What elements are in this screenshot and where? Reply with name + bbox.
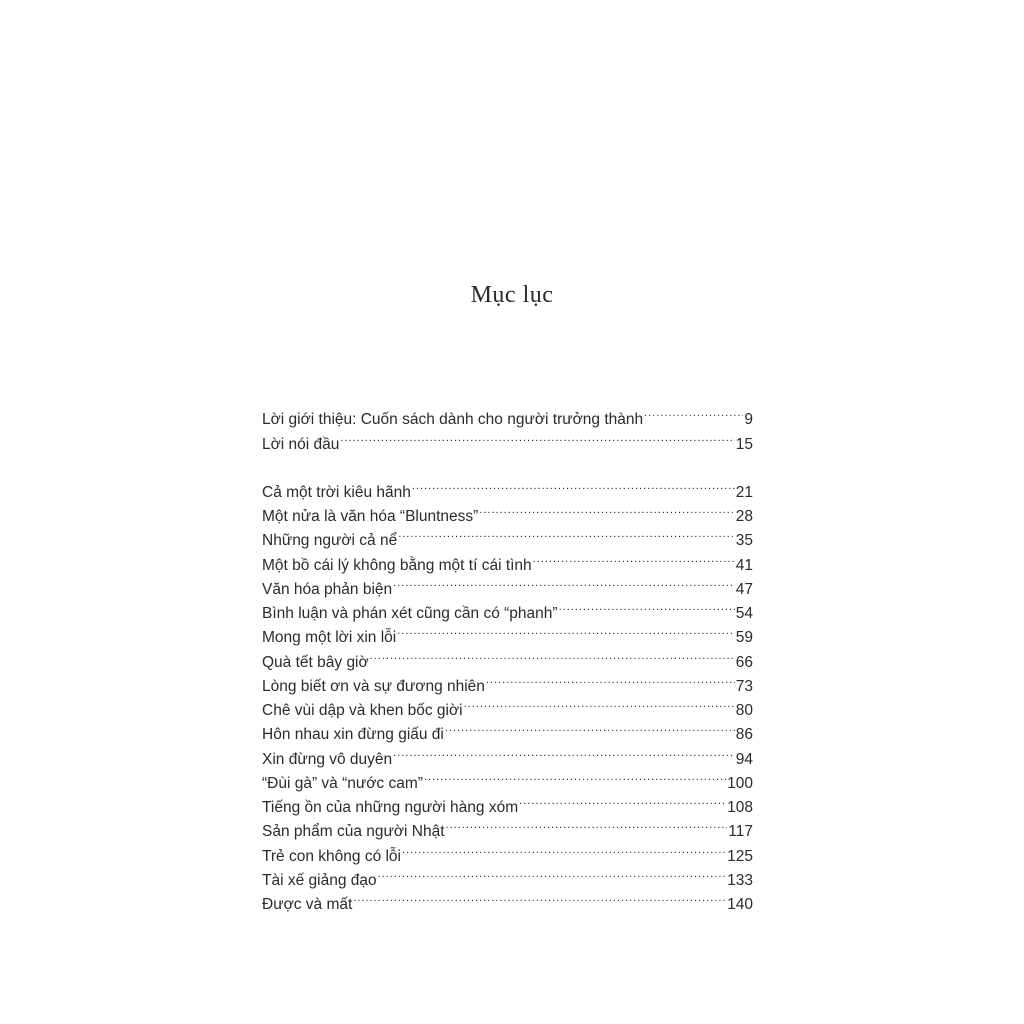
- table-of-contents: [262, 400, 753, 913]
- toc-entry-title: Tài xế giảng đạo: [262, 871, 377, 889]
- toc-entry-title: Những người cả nể: [262, 532, 398, 550]
- toc-leader-dots: [393, 739, 735, 763]
- toc-entry-title: Cả một trời kiêu hãnh: [262, 483, 411, 501]
- toc-entry-title: Sản phẩm của người Nhật: [262, 823, 445, 841]
- toc-entry-title: Quà tết bây giờ: [262, 653, 369, 671]
- toc-entry-page: 35: [735, 532, 753, 550]
- toc-entry-page: 86: [735, 726, 753, 744]
- front-matter-list: [262, 400, 753, 453]
- toc-leader-dots: [340, 424, 734, 448]
- toc-entry-page: 125: [727, 847, 753, 865]
- toc-leader-dots: [446, 812, 728, 836]
- toc-entry-title: Lời nói đầu: [262, 435, 340, 453]
- toc-entry-page: 80: [735, 702, 753, 719]
- toc-entry-title: Hôn nhau xin đừng giấu đi: [262, 726, 444, 744]
- toc-leader-dots: [424, 764, 726, 788]
- toc-leader-dots: [398, 521, 735, 545]
- toc-entry-title: Một nửa là văn hóa “Bluntness”: [262, 508, 479, 525]
- toc-entry-title: Bình luận và phán xét cũng cần có “phanh”: [262, 605, 558, 622]
- toc-leader-dots: [445, 715, 735, 739]
- toc-entry: [262, 473, 753, 501]
- toc-entry-title: Văn hóa phản biện: [262, 580, 393, 598]
- toc-entry-page: 59: [735, 629, 753, 647]
- toc-leader-dots: [397, 618, 735, 642]
- toc-entry-page: 73: [735, 677, 753, 695]
- toc-leader-dots: [519, 788, 726, 812]
- chapter-list: [262, 473, 753, 913]
- toc-entry-page: 47: [735, 580, 753, 598]
- toc-entry-title: Chê vùi dập và khen bốc giời: [262, 702, 463, 719]
- toc-entry-page: 28: [735, 508, 753, 525]
- toc-entry-title: Một bồ cái lý không bằng một tí cái tình: [262, 556, 532, 574]
- toc-leader-dots: [464, 691, 735, 715]
- toc-entry-page: 54: [735, 605, 753, 622]
- toc-entry-page: 21: [735, 483, 753, 501]
- toc-entry-page: 66: [735, 653, 753, 671]
- toc-entry-title: Mong một lời xin lỗi: [262, 629, 397, 647]
- toc-entry-title: Tiếng ồn của những người hàng xóm: [262, 799, 519, 816]
- toc-leader-dots: [486, 667, 735, 691]
- toc-entry-page: 100: [727, 774, 753, 792]
- toc-entry-page: 140: [727, 896, 753, 913]
- toc-entry-page: 133: [727, 871, 753, 889]
- toc-entry-title: Được và mất: [262, 896, 353, 913]
- toc-entry: [262, 400, 753, 429]
- toc-leader-dots: [402, 836, 726, 860]
- toc-leader-dots: [393, 570, 735, 594]
- toc-entry-title: Lòng biết ơn và sự đương nhiên: [262, 677, 485, 695]
- toc-entry-title: Lời giới thiệu: Cuốn sách dành cho người trưởng thành: [262, 411, 644, 429]
- toc-leader-dots: [353, 885, 726, 909]
- toc-entry-page: 41: [735, 556, 753, 574]
- toc-leader-dots: [378, 861, 727, 885]
- toc-entry-title: Trẻ con không có lỗi: [262, 847, 402, 865]
- toc-entry-page: 94: [735, 750, 753, 768]
- toc-leader-dots: [644, 400, 743, 424]
- toc-leader-dots: [479, 497, 734, 521]
- toc-leader-dots: [370, 642, 735, 666]
- toc-entry-page: 108: [727, 799, 753, 816]
- toc-leader-dots: [559, 594, 735, 618]
- toc-entry-page: 9: [744, 411, 753, 429]
- toc-entry-page: 15: [735, 435, 753, 453]
- toc-leader-dots: [412, 473, 735, 497]
- page-title: Mục lục: [470, 282, 554, 308]
- toc-entry-title: “Đùi gà” và “nước cam”: [262, 774, 423, 792]
- toc-entry-title: Xin đừng vô duyên: [262, 750, 393, 768]
- toc-entry-page: 117: [728, 823, 753, 841]
- toc-leader-dots: [533, 545, 735, 569]
